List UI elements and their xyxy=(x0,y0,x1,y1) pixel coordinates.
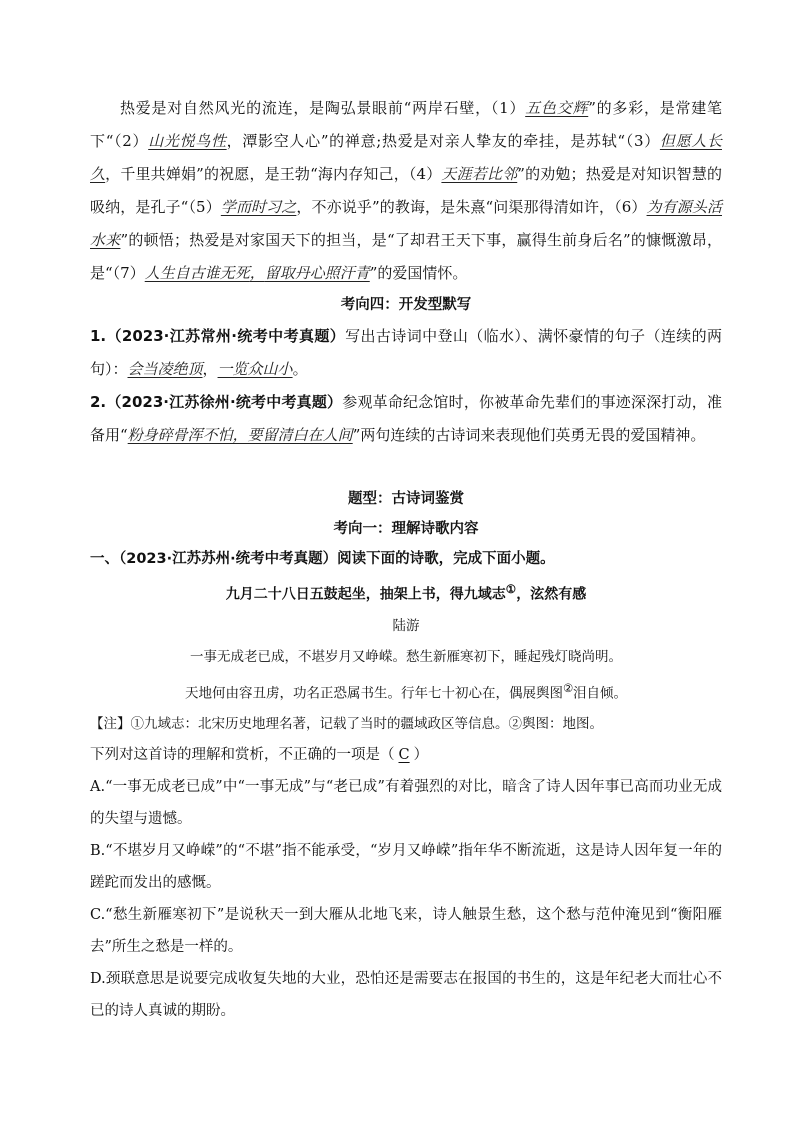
document-page xyxy=(90,92,722,1027)
answer-7b: 留取丹心照汗青 xyxy=(264,264,370,282)
option-a: A.“一事无成老已成”中“一事无成”与“老已成”有着强烈的对比，暗含了诗人因年事已高而功业无成的失望与遗憾。 xyxy=(90,779,722,828)
option-c: C.“愁生新雁寒初下”是说秋天一到大雁从北地飞来，诗人触景生愁，这个愁与范仲淹见到“衡阳雁去”所生之愁是一样的。 xyxy=(90,907,722,956)
poem-line-text: 泪自倾。 xyxy=(573,685,628,702)
question-1 xyxy=(90,320,722,386)
passage-text: ”的劝勉；热爱是对知识智慧的吸纳，是孔子“（5） xyxy=(90,165,722,216)
answer-7-separator: ， xyxy=(249,264,265,282)
question-source: 2.（2023·江苏徐州·统考中考真题） xyxy=(90,393,343,411)
passage-text: ，千里共婵娟”的祝愿，是王勃“海内存知己，（4） xyxy=(105,165,442,183)
poem-line xyxy=(90,673,722,710)
question-text: ”两句连续的古诗词来表现他们英勇无畏的爱国精神。 xyxy=(352,426,706,444)
poem-title-text: 九月二十八日五鼓起坐，抽架上书，得九域志 xyxy=(225,586,506,603)
passage-text: ”的爱国情怀。 xyxy=(369,264,468,282)
question-intro: 一、（2023·江苏苏州·统考中考真题）阅读下面的诗歌，完成下面小题。 xyxy=(90,551,555,567)
passage-text: ，不亦说乎”的教诲，是朱熹“问渠那得清如许，（6） xyxy=(296,198,647,216)
question-text: 参观革命纪念馆时，你被革命先辈们的事迹深深打动，准备用“ xyxy=(90,393,722,444)
option-b: B.“不堪岁月又峥嵘”的“不堪”指不能承受，“岁月又峥嵘”指年华不断流逝，这是诗人因年复一年的蹉跎而发出的感慨。 xyxy=(90,843,722,892)
poem-author: 陆游 xyxy=(392,617,420,634)
passage-text: ，潭影空人心”的禅意;热爱是对亲人挚友的牵挂，是苏轼“（3） xyxy=(226,132,660,150)
poem-line: 一事无成老已成，不堪岁月又峥嵘。愁生新雁寒初下，睡起残灯晓尚明。 xyxy=(190,648,622,665)
option-d: D.颈联意思是说要完成收复失地的大业，恐怕还是需要志在报国的书生的，这是年纪老大而壮心不已的诗人真诚的期盼。 xyxy=(90,971,722,1020)
poem-title-text: ，泫然有感 xyxy=(516,586,587,603)
poem-line-text: 天地何由容丑虏，功名正恐属书生。行年七十初心在，偶展舆图 xyxy=(184,685,563,702)
answer-choice: C xyxy=(398,747,410,764)
answer-line-2: 一览众山小 xyxy=(217,360,293,378)
poem-note: 【注】①九域志：北宋历史地理名著，记载了当时的疆域政区等信息。②舆图：地图。 xyxy=(90,716,603,733)
answer-3: 但愿人长久 xyxy=(90,132,722,183)
punctuation: 。 xyxy=(292,360,308,378)
punctuation: ） xyxy=(413,747,429,764)
passage-paragraph xyxy=(90,92,722,290)
passage-text: ”的顿悟；热爱是对家国天下的担当，是“了却君王天下事，赢得生前身后名”的慷慨激昂，是“（7） xyxy=(90,231,722,282)
type-heading: 题型：古诗词鉴赏 xyxy=(348,491,464,507)
spacer xyxy=(90,452,722,484)
answer-2: 山光悦鸟性 xyxy=(148,132,227,150)
section-heading: 考向四：开发型默写 xyxy=(340,297,472,313)
question-2 xyxy=(90,386,722,452)
answer-4: 天涯若比邻 xyxy=(441,165,518,183)
answer-1: 五色交辉 xyxy=(525,99,589,117)
answer-couplet: 粉身碎骨浑不怕，要留清白在人间 xyxy=(127,426,353,444)
answer-6: 为有源头活水来 xyxy=(90,198,722,249)
question-text: 下列对这首诗的理解和赏析，不正确的一项是（ xyxy=(90,747,395,764)
footnote-marker: ② xyxy=(562,681,574,695)
subsection-heading: 考向一：理解诗歌内容 xyxy=(333,521,479,537)
footnote-marker: ① xyxy=(505,582,517,596)
question-stem xyxy=(90,739,722,771)
separator: ， xyxy=(202,360,218,378)
answer-7a: 人生自古谁无死 xyxy=(144,264,250,282)
passage-text: ”的多彩，是常建笔下“（2） xyxy=(90,99,722,150)
question-text: 写出古诗词中登山（临水）、满怀豪情的句子（连续的两句）： xyxy=(90,327,722,378)
answer-line-1: 会当凌绝顶 xyxy=(127,360,203,378)
question-source: 1.（2023·江苏常州·统考中考真题） xyxy=(90,327,346,345)
passage-text: 热爱是对自然风光的流连，是陶弘景眼前“两岸石壁，（1） xyxy=(120,99,526,117)
poem-title xyxy=(90,574,722,611)
answer-5: 学而时习之 xyxy=(220,198,297,216)
